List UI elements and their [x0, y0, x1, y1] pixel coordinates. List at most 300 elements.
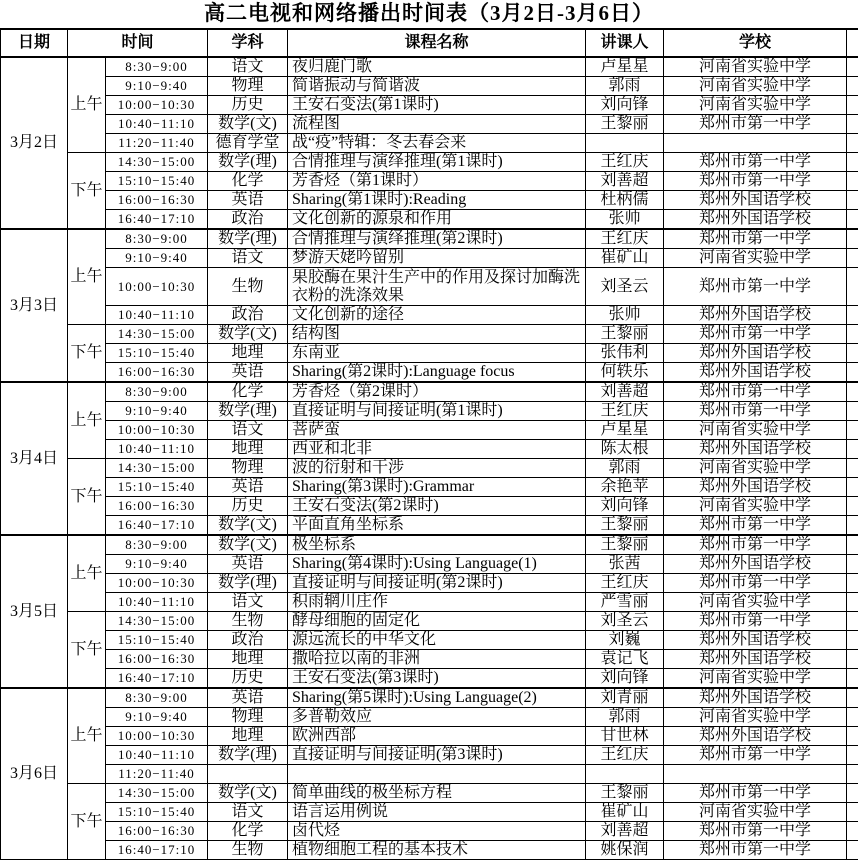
table-row: [1, 535, 858, 555]
course-cell: 流程图: [288, 115, 586, 134]
table-row: [1, 784, 858, 803]
course-cell: 极坐标系: [288, 535, 586, 555]
school-cell: 郑州市第一中学: [664, 229, 847, 249]
edge-cell: [847, 210, 858, 230]
course-cell: 梦游天姥吟留别: [288, 249, 586, 268]
edge-cell: [847, 115, 858, 134]
subject-cell: 数学(理): [208, 746, 288, 765]
table-row: [1, 555, 858, 574]
column-header-subject: 学科: [208, 29, 288, 57]
course-cell: Sharing(第5课时):Using Language(2): [288, 688, 586, 708]
edge-cell: [847, 191, 858, 210]
course-cell: 合情推理与演绎推理(第1课时): [288, 153, 586, 172]
time-cell: 15:10−15:40: [106, 803, 208, 822]
time-cell: 15:10−15:40: [106, 478, 208, 497]
column-header-time: 时间: [68, 29, 208, 57]
teacher-cell: 王黎丽: [586, 784, 664, 803]
period-cell: 下午: [68, 612, 106, 689]
date-cell: 3月2日: [1, 57, 68, 229]
table-row: [1, 822, 858, 841]
subject-cell: 政治: [208, 306, 288, 325]
course-cell: 文化创新的源泉和作用: [288, 210, 586, 230]
teacher-cell: 袁记飞: [586, 650, 664, 669]
edge-cell: [847, 229, 858, 249]
school-cell: 河南省实验中学: [664, 497, 847, 516]
time-cell: 14:30−15:00: [106, 784, 208, 803]
table-row: [1, 421, 858, 440]
schedule-table: [0, 28, 858, 860]
course-cell: 战“疫”特辑：冬去春会来: [288, 134, 586, 153]
teacher-cell: 刘向锋: [586, 497, 664, 516]
subject-cell: 地理: [208, 727, 288, 746]
course-cell: Sharing(第1课时):Reading: [288, 191, 586, 210]
course-cell: 夜归鹿门歌: [288, 57, 586, 77]
course-cell: 波的衍射和干涉: [288, 459, 586, 478]
column-header-school: 学校: [664, 29, 847, 57]
edge-cell: [847, 669, 858, 689]
time-cell: 10:00−10:30: [106, 421, 208, 440]
period-cell: 下午: [68, 784, 106, 860]
period-cell: 上午: [68, 57, 106, 153]
time-cell: 10:40−11:10: [106, 306, 208, 325]
course-cell: 卤代烃: [288, 822, 586, 841]
course-cell: Sharing(第4课时):Using Language(1): [288, 555, 586, 574]
subject-cell: [208, 765, 288, 784]
teacher-cell: 刘善超: [586, 822, 664, 841]
school-cell: 郑州外国语学校: [664, 631, 847, 650]
teacher-cell: 刘向锋: [586, 96, 664, 115]
table-row: [1, 172, 858, 191]
edge-cell: [847, 593, 858, 612]
edge-cell: [847, 497, 858, 516]
school-cell: 郑州外国语学校: [664, 363, 847, 383]
table-row: [1, 746, 858, 765]
teacher-cell: 何轶乐: [586, 363, 664, 383]
table-row: [1, 57, 858, 77]
edge-cell: [847, 803, 858, 822]
date-cell: 3月5日: [1, 535, 68, 688]
time-cell: 16:40−17:10: [106, 516, 208, 536]
edge-cell: [847, 440, 858, 459]
school-cell: 郑州市第一中学: [664, 153, 847, 172]
edge-cell: [847, 688, 858, 708]
time-cell: 10:40−11:10: [106, 746, 208, 765]
edge-cell: [847, 516, 858, 536]
subject-cell: 英语: [208, 478, 288, 497]
school-cell: 郑州外国语学校: [664, 727, 847, 746]
time-cell: 10:00−10:30: [106, 96, 208, 115]
period-cell: 上午: [68, 229, 106, 325]
teacher-cell: [586, 134, 664, 153]
edge-cell: [847, 421, 858, 440]
teacher-cell: 严雪丽: [586, 593, 664, 612]
table-row: [1, 497, 858, 516]
subject-cell: 物理: [208, 77, 288, 96]
school-cell: 河南省实验中学: [664, 96, 847, 115]
course-cell: 文化创新的途径: [288, 306, 586, 325]
time-cell: 9:10−9:40: [106, 555, 208, 574]
subject-cell: 英语: [208, 363, 288, 383]
time-cell: 16:00−16:30: [106, 191, 208, 210]
subject-cell: 数学(文): [208, 784, 288, 803]
school-cell: 郑州外国语学校: [664, 210, 847, 230]
course-cell: 撒哈拉以南的非洲: [288, 650, 586, 669]
table-row: [1, 631, 858, 650]
course-cell: 简谐振动与简谐波: [288, 77, 586, 96]
teacher-cell: 王黎丽: [586, 516, 664, 536]
time-cell: 16:40−17:10: [106, 669, 208, 689]
course-cell: 菩萨蛮: [288, 421, 586, 440]
school-cell: 郑州市第一中学: [664, 382, 847, 402]
time-cell: 16:00−16:30: [106, 650, 208, 669]
course-cell: 果胶酶在果汁生产中的作用及探讨加酶洗衣粉的洗涤效果: [288, 268, 586, 306]
edge-cell: [847, 650, 858, 669]
time-cell: 16:00−16:30: [106, 822, 208, 841]
school-cell: [664, 765, 847, 784]
subject-cell: 数学(理): [208, 153, 288, 172]
subject-cell: 英语: [208, 688, 288, 708]
teacher-cell: 刘青丽: [586, 688, 664, 708]
teacher-cell: 卢星星: [586, 57, 664, 77]
course-cell: 西亚和北非: [288, 440, 586, 459]
date-cell: 3月6日: [1, 688, 68, 860]
school-cell: 郑州市第一中学: [664, 841, 847, 860]
teacher-cell: 王红庆: [586, 402, 664, 421]
subject-cell: 数学(文): [208, 535, 288, 555]
course-cell: 王安石变法(第2课时): [288, 497, 586, 516]
teacher-cell: 张茜: [586, 555, 664, 574]
school-cell: 郑州市第一中学: [664, 746, 847, 765]
time-cell: 15:10−15:40: [106, 631, 208, 650]
page-title: 高二电视和网络播出时间表（3月2日-3月6日）: [0, 0, 858, 28]
table-row: [1, 191, 858, 210]
time-cell: 10:00−10:30: [106, 268, 208, 306]
edge-cell: [847, 459, 858, 478]
time-cell: 10:00−10:30: [106, 727, 208, 746]
time-cell: 14:30−15:00: [106, 459, 208, 478]
teacher-cell: 刘善超: [586, 172, 664, 191]
course-cell: 植物细胞工程的基本技术: [288, 841, 586, 860]
subject-cell: 德育学堂: [208, 134, 288, 153]
school-cell: 郑州外国语学校: [664, 555, 847, 574]
school-cell: 郑州市第一中学: [664, 822, 847, 841]
school-cell: 河南省实验中学: [664, 249, 847, 268]
edge-cell: [847, 96, 858, 115]
teacher-cell: 刘向锋: [586, 669, 664, 689]
edge-cell: [847, 535, 858, 555]
teacher-cell: 郭雨: [586, 459, 664, 478]
table-row: [1, 382, 858, 402]
school-cell: 郑州外国语学校: [664, 650, 847, 669]
edge-cell: [847, 746, 858, 765]
subject-cell: 数学(文): [208, 516, 288, 536]
edge-cell: [847, 363, 858, 383]
school-cell: 河南省实验中学: [664, 57, 847, 77]
course-cell: 源远流长的中华文化: [288, 631, 586, 650]
teacher-cell: 张伟利: [586, 344, 664, 363]
course-cell: 王安石变法(第3课时): [288, 669, 586, 689]
edge-cell: [847, 249, 858, 268]
table-row: [1, 841, 858, 860]
table-row: [1, 459, 858, 478]
teacher-cell: 郭雨: [586, 708, 664, 727]
school-cell: [664, 134, 847, 153]
table-row: [1, 229, 858, 249]
time-cell: 16:00−16:30: [106, 497, 208, 516]
table-row: [1, 363, 858, 383]
table-row: [1, 765, 858, 784]
course-cell: Sharing(第2课时):Language focus: [288, 363, 586, 383]
edge-cell: [847, 153, 858, 172]
subject-cell: 历史: [208, 96, 288, 115]
table-row: [1, 249, 858, 268]
edge-cell: [847, 382, 858, 402]
subject-cell: 生物: [208, 268, 288, 306]
teacher-cell: 崔矿山: [586, 249, 664, 268]
teacher-cell: 王红庆: [586, 229, 664, 249]
teacher-cell: 刘善超: [586, 382, 664, 402]
table-row: [1, 268, 858, 306]
school-cell: 河南省实验中学: [664, 593, 847, 612]
course-cell: 东南亚: [288, 344, 586, 363]
teacher-cell: 王黎丽: [586, 115, 664, 134]
teacher-cell: 崔矿山: [586, 803, 664, 822]
subject-cell: 物理: [208, 459, 288, 478]
subject-cell: 地理: [208, 440, 288, 459]
edge-cell: [847, 784, 858, 803]
subject-cell: 生物: [208, 612, 288, 631]
subject-cell: 物理: [208, 708, 288, 727]
course-cell: 直接证明与间接证明(第1课时): [288, 402, 586, 421]
edge-cell: [847, 727, 858, 746]
time-cell: 16:40−17:10: [106, 210, 208, 230]
table-row: [1, 803, 858, 822]
subject-cell: 地理: [208, 650, 288, 669]
edge-cell: [847, 134, 858, 153]
table-row: [1, 612, 858, 631]
time-cell: 10:40−11:10: [106, 115, 208, 134]
time-cell: 10:00−10:30: [106, 574, 208, 593]
edge-cell: [847, 268, 858, 306]
table-row: [1, 325, 858, 344]
subject-cell: 政治: [208, 210, 288, 230]
school-cell: 郑州外国语学校: [664, 191, 847, 210]
time-cell: 10:40−11:10: [106, 593, 208, 612]
school-cell: 郑州市第一中学: [664, 574, 847, 593]
course-cell: 王安石变法(第1课时): [288, 96, 586, 115]
subject-cell: 语文: [208, 593, 288, 612]
course-cell: 合情推理与演绎推理(第2课时): [288, 229, 586, 249]
course-cell: 芳香烃（第2课时）: [288, 382, 586, 402]
course-cell: Sharing(第3课时):Grammar: [288, 478, 586, 497]
school-cell: 郑州市第一中学: [664, 402, 847, 421]
time-cell: 14:30−15:00: [106, 325, 208, 344]
time-cell: 8:30−9:00: [106, 229, 208, 249]
table-row: [1, 96, 858, 115]
time-cell: 14:30−15:00: [106, 153, 208, 172]
school-cell: 郑州市第一中学: [664, 268, 847, 306]
school-cell: 河南省实验中学: [664, 459, 847, 478]
period-cell: 上午: [68, 382, 106, 459]
time-cell: 9:10−9:40: [106, 77, 208, 96]
time-cell: 8:30−9:00: [106, 535, 208, 555]
subject-cell: 历史: [208, 669, 288, 689]
teacher-cell: 张帅: [586, 210, 664, 230]
table-row: [1, 440, 858, 459]
subject-cell: 英语: [208, 191, 288, 210]
subject-cell: 数学(文): [208, 325, 288, 344]
time-cell: 11:20−11:40: [106, 134, 208, 153]
course-cell: 直接证明与间接证明(第2课时): [288, 574, 586, 593]
edge-cell: [847, 402, 858, 421]
course-cell: 语言运用例说: [288, 803, 586, 822]
edge-cell: [847, 841, 858, 860]
table-row: [1, 688, 858, 708]
subject-cell: 化学: [208, 382, 288, 402]
column-header-date: 日期: [1, 29, 68, 57]
table-row: [1, 210, 858, 230]
subject-cell: 数学(文): [208, 115, 288, 134]
edge-cell: [847, 57, 858, 77]
subject-cell: 数学(理): [208, 402, 288, 421]
teacher-cell: 张帅: [586, 306, 664, 325]
time-cell: 15:10−15:40: [106, 344, 208, 363]
table-row: [1, 478, 858, 497]
time-cell: 16:00−16:30: [106, 363, 208, 383]
teacher-cell: 卢星星: [586, 421, 664, 440]
course-cell: 积雨辋川庄作: [288, 593, 586, 612]
teacher-cell: 刘圣云: [586, 612, 664, 631]
time-cell: 10:40−11:10: [106, 440, 208, 459]
time-cell: 9:10−9:40: [106, 249, 208, 268]
school-cell: 河南省实验中学: [664, 803, 847, 822]
edge-cell: [847, 555, 858, 574]
subject-cell: 化学: [208, 172, 288, 191]
edge-cell: [847, 344, 858, 363]
table-row: [1, 134, 858, 153]
school-cell: 河南省实验中学: [664, 421, 847, 440]
teacher-cell: [586, 765, 664, 784]
school-cell: 郑州市第一中学: [664, 115, 847, 134]
teacher-cell: 郭雨: [586, 77, 664, 96]
table-row: [1, 115, 858, 134]
subject-cell: 语文: [208, 803, 288, 822]
subject-cell: 数学(理): [208, 229, 288, 249]
teacher-cell: 王红庆: [586, 153, 664, 172]
school-cell: 郑州市第一中学: [664, 784, 847, 803]
column-header-edge: [847, 29, 858, 57]
subject-cell: 语文: [208, 57, 288, 77]
table-row: [1, 669, 858, 689]
course-cell: [288, 765, 586, 784]
teacher-cell: 王红庆: [586, 746, 664, 765]
edge-cell: [847, 172, 858, 191]
course-cell: 酵母细胞的固定化: [288, 612, 586, 631]
school-cell: 郑州市第一中学: [664, 516, 847, 536]
subject-cell: 历史: [208, 497, 288, 516]
table-row: [1, 650, 858, 669]
table-row: [1, 593, 858, 612]
subject-cell: 英语: [208, 555, 288, 574]
time-cell: 11:20−11:40: [106, 765, 208, 784]
course-cell: 芳香烃（第1课时）: [288, 172, 586, 191]
period-cell: 下午: [68, 459, 106, 536]
period-cell: 下午: [68, 153, 106, 230]
table-row: [1, 727, 858, 746]
edge-cell: [847, 822, 858, 841]
school-cell: 郑州市第一中学: [664, 612, 847, 631]
table-row: [1, 77, 858, 96]
teacher-cell: 王黎丽: [586, 325, 664, 344]
school-cell: 郑州外国语学校: [664, 440, 847, 459]
edge-cell: [847, 77, 858, 96]
subject-cell: 政治: [208, 631, 288, 650]
course-cell: 欧洲西部: [288, 727, 586, 746]
course-cell: 简单曲线的极坐标方程: [288, 784, 586, 803]
date-cell: 3月3日: [1, 229, 68, 382]
edge-cell: [847, 708, 858, 727]
teacher-cell: 陈太根: [586, 440, 664, 459]
course-cell: 平面直角坐标系: [288, 516, 586, 536]
school-cell: 河南省实验中学: [664, 669, 847, 689]
table-row: [1, 153, 858, 172]
subject-cell: 语文: [208, 249, 288, 268]
period-cell: 下午: [68, 325, 106, 383]
school-cell: 郑州外国语学校: [664, 478, 847, 497]
edge-cell: [847, 765, 858, 784]
subject-cell: 化学: [208, 822, 288, 841]
column-header-teacher: 讲课人: [586, 29, 664, 57]
teacher-cell: 刘巍: [586, 631, 664, 650]
subject-cell: 生物: [208, 841, 288, 860]
header-row: [1, 29, 858, 57]
time-cell: 9:10−9:40: [106, 708, 208, 727]
edge-cell: [847, 325, 858, 344]
teacher-cell: 姚保润: [586, 841, 664, 860]
teacher-cell: 余艳苹: [586, 478, 664, 497]
school-cell: 河南省实验中学: [664, 708, 847, 727]
course-cell: 结构图: [288, 325, 586, 344]
time-cell: 14:30−15:00: [106, 612, 208, 631]
time-cell: 8:30−9:00: [106, 57, 208, 77]
course-cell: 直接证明与间接证明(第3课时): [288, 746, 586, 765]
teacher-cell: 杜柄儒: [586, 191, 664, 210]
period-cell: 上午: [68, 535, 106, 612]
edge-cell: [847, 306, 858, 325]
teacher-cell: 刘圣云: [586, 268, 664, 306]
time-cell: 16:40−17:10: [106, 841, 208, 860]
table-row: [1, 344, 858, 363]
subject-cell: 语文: [208, 421, 288, 440]
subject-cell: 数学(理): [208, 574, 288, 593]
date-cell: 3月4日: [1, 382, 68, 535]
table-row: [1, 516, 858, 536]
subject-cell: 地理: [208, 344, 288, 363]
table-row: [1, 306, 858, 325]
course-cell: 多普勒效应: [288, 708, 586, 727]
table-row: [1, 402, 858, 421]
period-cell: 上午: [68, 688, 106, 784]
time-cell: 8:30−9:00: [106, 382, 208, 402]
time-cell: 8:30−9:00: [106, 688, 208, 708]
table-row: [1, 574, 858, 593]
time-cell: 9:10−9:40: [106, 402, 208, 421]
school-cell: 郑州市第一中学: [664, 172, 847, 191]
edge-cell: [847, 574, 858, 593]
edge-cell: [847, 612, 858, 631]
edge-cell: [847, 478, 858, 497]
school-cell: 郑州外国语学校: [664, 306, 847, 325]
